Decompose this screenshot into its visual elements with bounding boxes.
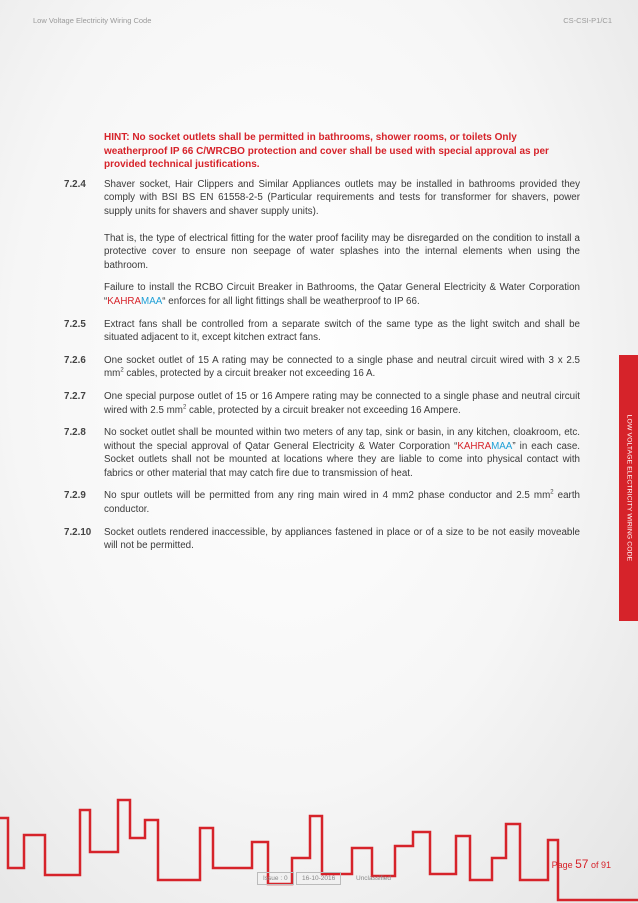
clause-7-2-8 — [64, 426, 580, 480]
clause-text: Extract fans shall be controlled from a separate switch of the same type as the light switch and shall be situated adjacent to it, except kitchen extract fans. — [104, 318, 580, 344]
clause-text: Socket outlets rendered inaccessible, by appliances fastened in place or of a size to be not easily moveable will not be permitted. — [104, 526, 580, 552]
side-tab-label: LOW VOLTAGE ELECTRICITY WIRING CODE — [625, 414, 632, 562]
paragraph-waterproof: That is, the type of electrical fitting for the water proof facility may be disregarded on the condition to install a protective cover to ensure non seepage of water splashes into the internal elements when using the bathroom. — [104, 232, 580, 271]
page-number — [552, 857, 611, 871]
text-run: No socket outlet shall be mounted within two meters of any tap, sink or basin, in any kitchen, cloakroom, etc. without the special approval of Qatar General Electricity & Water Corporation “ — [104, 427, 580, 452]
text-run: One special purpose outlet of 15 or 16 Ampere rating may be connected to a single phase and neutral circuit wired with 2.5 mm — [104, 390, 580, 416]
clause-number: 7.2.10 — [64, 526, 92, 538]
clause-7-2-10 — [64, 526, 580, 553]
side-section-tab — [619, 355, 638, 621]
page-total: of 91 — [588, 860, 611, 870]
text-run: cables, protected by a circuit breaker not exceeding 16 A. — [123, 368, 376, 380]
page-label: Page — [551, 860, 576, 870]
clause-number: 7.2.8 — [64, 427, 86, 439]
clause-7-2-6 — [64, 354, 580, 381]
footer-issue — [257, 875, 294, 882]
issue-date: 16-10-2016 — [296, 872, 341, 885]
text-run: earth conductor. — [104, 490, 580, 516]
kahra-text: KAHRA — [107, 295, 142, 307]
text-run: No spur outlets will be permitted from any ring main wired in 4 mm2 phase conductor and 2.5 mm — [104, 490, 551, 502]
maa-text: MAA — [491, 440, 513, 452]
superscript: 2 — [120, 368, 124, 375]
clause-number: 7.2.6 — [64, 354, 86, 366]
text-run: cable, protected by a circuit breaker not exceeding 16 Ampere. — [186, 404, 461, 416]
footer-classification: Unclassified — [356, 875, 392, 882]
clause-text — [104, 489, 580, 516]
header-doc-code: CS-CSI-P1/C1 — [563, 16, 612, 25]
skyline-line — [0, 800, 638, 900]
page-body — [64, 131, 580, 553]
clause-number: 7.2.5 — [64, 318, 86, 330]
kahra-text: KAHRA — [457, 440, 492, 452]
clause-text — [104, 354, 580, 381]
clause-7-2-5 — [64, 318, 580, 345]
header-doc-title: Low Voltage Electricity Wiring Code — [33, 16, 152, 25]
clause-number: 7.2.7 — [64, 390, 86, 402]
clause-7-2-4 — [64, 178, 580, 219]
superscript: 2 — [550, 490, 554, 497]
issue-label: Issue : 0 — [257, 872, 294, 885]
maa-text: MAA — [141, 295, 163, 307]
clause-7-2-7 — [64, 390, 580, 417]
clause-text — [104, 426, 580, 480]
text-run: Failure to install the RCBO Circuit Breaker in Bathrooms, the Qatar General Electricity & Water Corporation “ — [104, 282, 580, 307]
page-current: 57 — [575, 857, 589, 871]
text-run: ” in each case. Socket outlets shall not be mounted at locations where they are liable to come into physical contact with fabrics or other material that may catch fire due to transmission of heat. — [104, 440, 581, 479]
superscript: 2 — [182, 404, 187, 411]
footer-date — [296, 875, 341, 882]
text-run: “ enforces for all light fittings shall be weatherproof to IP 66. — [162, 295, 420, 307]
clause-7-2-9 — [64, 489, 580, 516]
text-run: One socket outlet of 15 A rating may be connected to a single phase and neutral circuit wired with 3 x 2.5 mm — [104, 354, 580, 380]
paragraph-rcbo — [104, 281, 580, 308]
clause-text — [104, 390, 580, 417]
clause-number: 7.2.9 — [64, 490, 86, 502]
hint-note: HINT: No socket outlets shall be permitted in bathrooms, shower rooms, or toilets Only weatherproof IP 66 C/WRCBO protection and cover shall be used with special approval as per provided technical justifications. — [104, 132, 549, 171]
clause-text: Shaver socket, Hair Clippers and Similar Appliances outlets may be installed in bathrooms provided they comply with BSI BS EN 61558-2-5 (Particular requirements and tests for transformer for shavers, power supply units for shavers and shaver supply units). — [104, 178, 580, 217]
clause-number: 7.2.4 — [64, 178, 86, 190]
